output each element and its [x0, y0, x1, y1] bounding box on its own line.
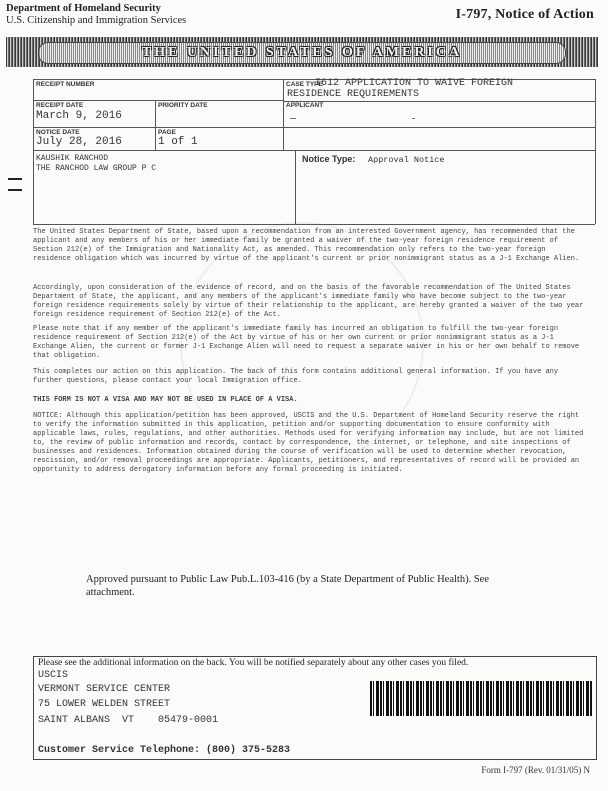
redaction-mark: [290, 118, 296, 119]
approved-note: Approved pursuant to Public Law Pub.L.103-416 (by a State Department of Public Health). See attachment.: [86, 574, 489, 598]
applicant-label: APPLICANT: [286, 102, 324, 109]
address-line-4: SAINT ALBANS VT 05479-0001: [38, 715, 219, 726]
addressee-firm: THE RANCHOD LAW GROUP P C: [36, 164, 157, 173]
grid-line: [295, 150, 296, 224]
case-type-value: I612 APPLICATION TO WAIVE FOREIGN: [315, 78, 514, 89]
page-label: PAGE: [158, 129, 176, 136]
address-line-1: USCIS: [38, 670, 69, 681]
agency-name: U.S. Citizenship and Immigration Services: [6, 15, 187, 26]
visa-disclaimer: THIS FORM IS NOT A VISA AND MAY NOT BE USED IN PLACE OF A VISA.: [33, 396, 298, 404]
priority-date-label: PRIORITY DATE: [158, 102, 208, 109]
form-title: I-797, Notice of Action: [455, 7, 594, 22]
notice-date-value: July 28, 2016: [36, 136, 122, 148]
grid-line: [283, 101, 595, 102]
grid-line: [283, 79, 284, 150]
customer-service-phone: Customer Service Telephone: (800) 375-5283: [38, 745, 291, 756]
address-line-3: 75 LOWER WELDEN STREET: [38, 699, 171, 710]
page-value: 1 of 1: [158, 136, 198, 148]
notice-date-label: NOTICE DATE: [36, 129, 80, 136]
case-type-value-line2: RESIDENCE REQUIREMENTS: [287, 89, 420, 100]
receipt-number-label: RECEIPT NUMBER: [36, 81, 95, 88]
receipt-date-value: March 9, 2016: [36, 110, 122, 122]
case-type-label: CASE TYPE: [286, 81, 323, 88]
additional-info-note: Please see the additional information on the back. You will be notified separately about any other cases you filed.: [38, 658, 469, 668]
notice-type-value: Approval Notice: [368, 155, 445, 165]
receipt-date-label: RECEIPT DATE: [36, 102, 84, 109]
margin-mark: [8, 178, 22, 180]
grid-line: [595, 79, 596, 224]
redaction-mark: [412, 118, 415, 119]
usa-banner: [6, 37, 598, 67]
body-paragraph-2: Accordingly, upon consideration of the evidence of record, and on the basis of the favorable recommendation of The United States Department of State, the applicant, and any members of the applicant's immediate family who have become subject to the two-year foreign residence requirements solely by virtue of their relationship to the applicant, are hereby granted a waiver of the two year foreign residence requirement of Section 212(e) of the Act.: [33, 284, 584, 319]
grid-line: [33, 79, 34, 224]
grid-line: [155, 100, 156, 150]
department-name: Department of Homeland Security: [6, 3, 161, 14]
banner-text: THE UNITED STATES OF AMERICA: [141, 45, 463, 60]
body-paragraph-3: Please note that if any member of the applicant's immediate family has incurred an obligation to fulfill the two-year foreign residence requirement of Section 212(e) of the Act by virtue of his or her own current or prior nonimmigrant status as a J-1 Exchange Alien, the current or former J-1 Exchange Alien will need to request a separate waiver in his or her own behalf to remove that obligation.: [33, 325, 580, 360]
banner-plate: [38, 42, 566, 64]
address-line-2: VERMONT SERVICE CENTER: [38, 684, 171, 695]
notice-paragraph: NOTICE: Although this application/petition has been approved, USCIS and the U.S. Department of Homeland Security reserve the right to verify the information submitted in this application, petition and/or supporting documentation to ensure conformity with applicable laws, rules, regulations, and other authorities. Methods used for verifying information may include, but are not limited to, the review of public information and records, contact by correspondence, the internet, or telephone, and site inspections of businesses and residences. Information obtained during the course of verification will be used to determine whether revocation, rescission, and/or removal proceedings are appropriate. Applicants, petitioners, and representatives of record will be provided an opportunity to address derogatory information before any formal proceeding is initiated.: [33, 412, 584, 474]
barcode: [370, 681, 592, 716]
margin-mark: [8, 189, 22, 191]
grid-line: [33, 150, 595, 151]
grid-line: [33, 127, 595, 128]
body-paragraph-1: The United States Department of State, based upon a recommendation from an interested Government agency, has recommended that the applicant and any members of his or her immediate family be granted a waiver of the two-year foreign residence requirement of Section 212(e) of the Immigration and Nationality Act, as amended. This recommendation only refers to the two-year foreign residence obligation which was incurred by virtue of the applicant's current or prior nonimmigrant status as a J-1 Exchange Alien.: [33, 228, 580, 263]
addressee-name: KAUSHIK RANCHOD: [36, 154, 109, 163]
grid-line: [33, 100, 283, 101]
body-paragraph-4: This completes our action on this application. The back of this form contains additional general information. If you have any further questions, please contact your local Immigration office.: [33, 368, 559, 385]
notice-type-label: Notice Type:: [302, 154, 356, 164]
grid-line: [33, 224, 595, 225]
form-revision-footer: Form I-797 (Rev. 01/31/05) N: [481, 765, 590, 775]
